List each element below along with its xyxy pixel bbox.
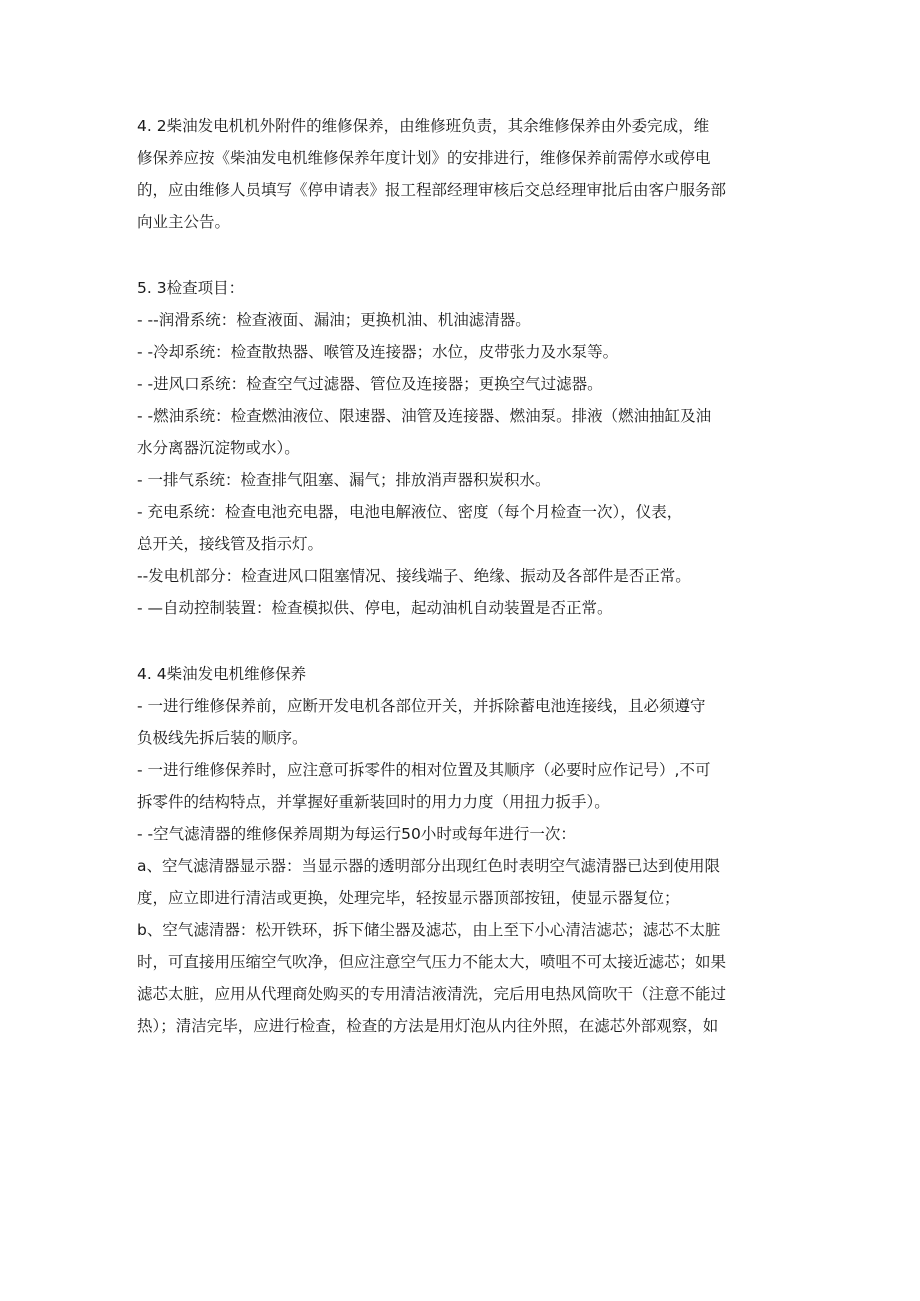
section-heading: 5. 3检查项目： bbox=[137, 279, 245, 297]
list-item: - 一排气系统：检查排气阻塞、漏气；排放消声器积炭积水。 bbox=[137, 471, 551, 489]
section-5-3-inspection-items bbox=[137, 272, 787, 624]
list-item: b、空气滤清器：松开铁环，拆下储尘器及滤芯，由上至下小心清洁滤芯；滤芯不太脏 bbox=[137, 921, 721, 939]
list-item: a、空气滤清器显示器：当显示器的透明部分出现红色时表明空气滤清器已达到使用限 bbox=[137, 857, 721, 875]
list-item: - -燃油系统：检查燃油液位、限速器、油管及连接器、燃油泵。排液（燃油抽缸及油 bbox=[137, 407, 712, 425]
document-body bbox=[137, 110, 787, 1042]
section-heading: 4. 4柴油发电机维修保养 bbox=[137, 665, 307, 683]
paragraph-spacer bbox=[137, 624, 787, 658]
list-item-continuation: 滤芯太脏，应用从代理商处购买的专用清洁液清洗，完后用电热风筒吹干（注意不能过 bbox=[137, 985, 727, 1003]
list-item-continuation: 水分离器沉淀物或水）。 bbox=[137, 439, 300, 457]
section-4-2-paragraph bbox=[137, 110, 787, 238]
list-item-continuation: 总开关，接线管及指示灯。 bbox=[137, 535, 324, 553]
list-item: - --润滑系统：检查液面、漏油；更换机油、机油滤清器。 bbox=[137, 311, 531, 329]
list-item: - 一进行维修保养前，应断开发电机各部位开关，并拆除蓄电池连接线，且必须遵守 bbox=[137, 697, 706, 715]
list-item: - 一进行维修保养时，应注意可拆零件的相对位置及其顺序（必要时应作记号）,不可 bbox=[137, 761, 711, 779]
list-item: - -空气滤清器的维修保养周期为每运行50小时或每年进行一次： bbox=[137, 825, 576, 843]
text-line: 修保养应按《柴油发电机维修保养年度计划》的安排进行，维修保养前需停水或停电 bbox=[137, 149, 711, 167]
list-item-continuation: 时，可直接用压缩空气吹净，但应注意空气压力不能太大，喷咀不可太接近滤芯；如果 bbox=[137, 953, 727, 971]
list-item: - -进风口系统：检查空气过滤器、管位及连接器；更换空气过滤器。 bbox=[137, 375, 603, 393]
list-item: - 充电系统：检查电池充电器，电池电解液位、密度（每个月检查一次），仪表， bbox=[137, 503, 683, 521]
list-item-continuation: 度，应立即进行清洁或更换，处理完毕，轻按显示器顶部按钮，使显示器复位； bbox=[137, 889, 680, 907]
list-item-continuation: 拆零件的结构特点，并掌握好重新装回时的用力力度（用扭力扳手）。 bbox=[137, 793, 610, 811]
list-item: - -冷却系统：检查散热器、喉管及连接器；水位，皮带张力及水泵等。 bbox=[137, 343, 619, 361]
list-item: - —自动控制装置：检查模拟供、停电，起动油机自动装置是否正常。 bbox=[137, 599, 613, 617]
section-4-4-maintenance bbox=[137, 658, 787, 1042]
text-line: 4. 2柴油发电机机外附件的维修保养，由维修班负责，其余维修保养由外委完成，维 bbox=[137, 117, 710, 135]
paragraph-spacer bbox=[137, 238, 787, 272]
text-line: 的，应由维修人员填写《停申请表》报工程部经理审核后交总经理审批后由客户服务部 bbox=[137, 181, 727, 199]
text-line: 向业主公告。 bbox=[137, 213, 231, 231]
list-item: --发电机部分：检查进风口阻塞情况、接线端子、绝缘、振动及各部件是否正常。 bbox=[137, 567, 691, 585]
list-item-continuation: 热）；清洁完毕，应进行检查，检查的方法是用灯泡从内往外照，在滤芯外部观察，如 bbox=[137, 1017, 719, 1035]
list-item-continuation: 负极线先拆后装的顺序。 bbox=[137, 729, 308, 747]
